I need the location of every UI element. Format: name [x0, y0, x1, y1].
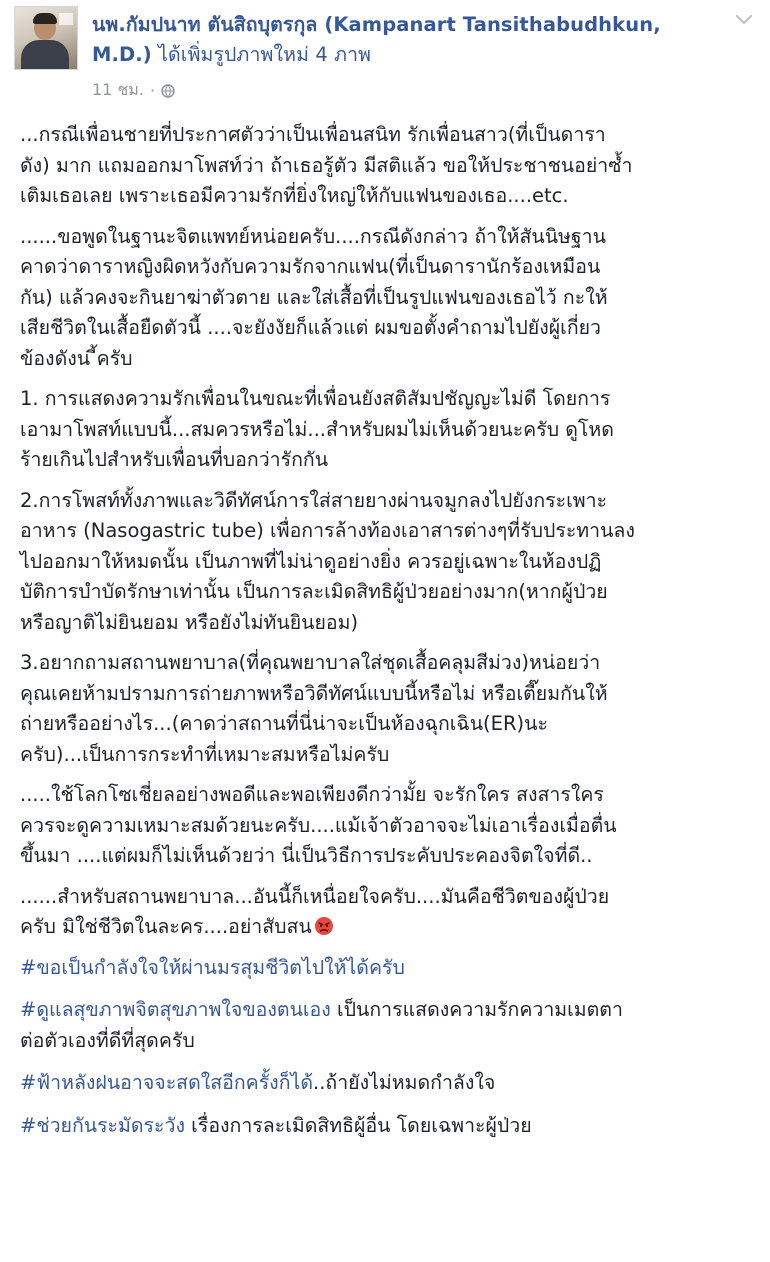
post-paragraph-last — [20, 882, 760, 943]
meta-separator: · — [149, 81, 156, 100]
hashtag-line-text: ..ถ้ายังไม่หมดกำลังใจ — [313, 1071, 496, 1094]
globe-icon[interactable] — [161, 84, 175, 98]
author-name-link[interactable]: นพ.กัมปนาท ตันสิถบุตรกุล (Kampanart Tansithabudhkun, M.D.) — [92, 13, 661, 66]
hashtag-link[interactable]: #ฟ้าหลังฝนอาจจะสดใสอีกครั้งก็ได้ — [20, 1071, 313, 1094]
post-paragraph: ...กรณีเพื่อนชายที่ประกาศตัวว่าเป็นเพื่อนสนิท รักเพื่อนสาว(ที่เป็นดารา ดัง) มาก แถมออกมาโพสท์ว่า ถ้าเธอรู้ตัว มีสติแล้ว ขอให้ประชาชนอย่าซ้ำ เติมเธอเลย เพราะเธอมีความรักที่ยิ่งใหญ่ให้กับแฟนของเธอ....etc. — [20, 123, 633, 207]
post-action-text: ได้เพิ่มรูปภาพใหม่ 4 ภาพ — [158, 43, 372, 66]
hashtag-link[interactable]: #ขอเป็นกำลังใจให้ผ่านมรสุมชีวิตไปให้ได้ครับ — [20, 955, 405, 979]
hashtag-link[interactable]: #ช่วยกันระมัดระวัง — [20, 1113, 185, 1137]
post-meta — [92, 78, 175, 103]
post-paragraph: 1. การแสดงความรักเพื่อนในขณะที่เพื่อนยังสติสัมปชัญญะไม่ดี โดยการ เอามาโพสท์แบบนี้...สมควรหรือไม่...สำหรับผมไม่เห็นด้วยนะครับ ดูโหด ร้ายเกินไปสำหรับเพื่อนที่บอกว่ารักกัน — [20, 387, 614, 471]
post-header — [14, 6, 756, 110]
hashtag-line — [20, 995, 760, 1056]
post-paragraph: .....ใช้โลกโซเชี่ยลอย่างพอดีและพอเพียงดีกว่ามั้ย จะรักใคร สงสารใคร ควรจะดูความเหมาะสมด้วยนะครับ....แม้เจ้าตัวอาจจะไม่เอาเรื่องเมื่อตื่น ขึ้นมา ....แต่ผมก็ไม่เห็นด้วยว่า นี่เป็นวิธีการประคับประคองจิตใจที่ดี.. — [20, 783, 617, 867]
post-body — [20, 120, 760, 1153]
post-paragraph: 2.การโพสท์ทั้งภาพและวิดีทัศน์การใส่สายยางผ่านจมูกลงไปยังกระเพาะ อาหาร (Nasogastric tube) เพื่อการล้างท้องเอาสารต่างๆที่รับประทานลง ไปออกมาให้หมดนั้น เป็นภาพที่ไม่น่าดูอย่างยิ่ง ควรอยู่เฉพาะในห้องปฏิ บัติการบำบัดรักษาเท่านั้น เป็นการละเมิดสิทธิผู้ป่วยอย่างมาก(หากผู้ป่วย หรือญาติไม่ยินยอม หรือยังไม่ทันยินยอม) — [20, 488, 635, 634]
hashtag-line — [20, 1111, 760, 1142]
post-timestamp[interactable]: 11 ชม. — [92, 80, 144, 99]
post-title-line — [92, 10, 712, 70]
hashtag-line-text: เรื่องการละเมิดสิทธิผู้อื่น โดยเฉพาะผู้ป่วย — [184, 1113, 532, 1137]
post-paragraph: ......ขอพูดในฐานะจิตแพทย์หน่อยครับ....กรณีดังกล่าว ถ้าให้สันนิษฐาน คาดว่าดาราหญิงผิดหวังกับความรักจากแฟน(ที่เป็นดารานักร้องเหมือน กัน) แล้วคงจะกินยาฆ่าตัวตาย และใส่เสื้อที่เป็นรูปแฟนของเธอไว้ กะให้ เสียชีวิตในเสื้อยืดตัวนี้ ....จะยังงัยก็แล้วแต่ ผมขอตั้งคำถามไปยังผู้เกี่ยว ข้องดังน ี้ครับ — [20, 224, 608, 370]
hashtag-line-text: เป็นการแสดงความรักความเมตตา ต่อตัวเองที่ดีที่สุดครับ — [20, 998, 623, 1052]
post-paragraph: 3.อยากถามสถานพยาบาล(ที่คุณพยาบาลใส่ชุดเสื้อคลุมสีม่วง)หน่อยว่า คุณเคยห้ามปรามการถ่ายภาพหรือวิดีทัศน์แบบนี้หรือไม่ หรือเตี๊ยมกันให้ ถ่ายหรืออย่างไร...(คาดว่าสถานที่นี่น่าจะเป็นห้องฉุกเฉิน(ER)นะ ครับ)...เป็นการกระทำที่เหมาะสมหรือไม่ครับ — [20, 651, 608, 766]
hashtag-line — [20, 1068, 760, 1099]
hashtag-link[interactable]: #ดูแลสุขภาพจิตสุขภาพใจของตนเอง — [20, 998, 331, 1021]
chevron-down-icon[interactable] — [732, 10, 756, 30]
post-paragraph-text: ......สำหรับสถานพยาบาล...อันนี้ก็เหนื่อยใจครับ....มันคือชีวิตของผู้ป่วย ครับ มิใช่ชีวิตในละคร....อย่าสับสน — [20, 884, 610, 938]
hashtag-line — [20, 953, 760, 984]
angry-face-icon — [314, 916, 334, 936]
author-avatar[interactable] — [14, 6, 78, 70]
